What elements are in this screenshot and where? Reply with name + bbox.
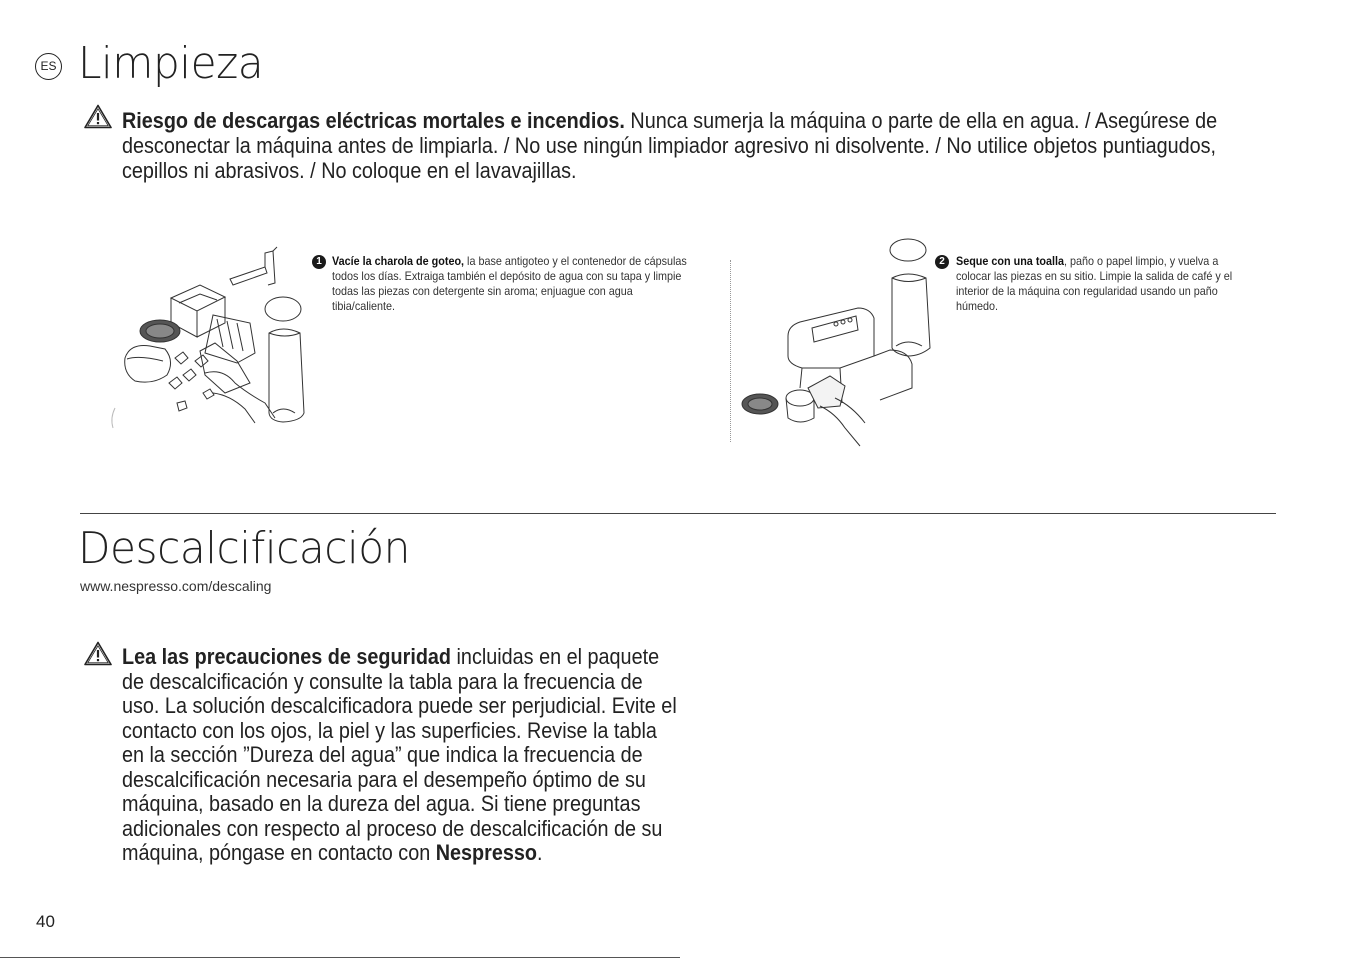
step-2-body: , paño o papel limpio, y vuelva a colocar las piezas en su sitio. Limpie la salida de café y el interior de la máquina con regularidad usando un paño húmedo. [956,254,1233,313]
descaling-url: www.nespresso.com/descaling [80,578,272,594]
section-title: Descalcificación [78,523,410,574]
warning-bold: Riesgo de descargas eléctricas mortales e incendios. [122,108,625,133]
brand-name: Nespresso [435,840,537,865]
step-2-text [956,254,1248,314]
warning-safety-precautions [122,645,680,866]
machine-drying-illustration [740,238,940,448]
page-number: 40 [36,912,55,931]
warning-2-text: incluidas en el paquete de descalcificación y consulte la tabla para la frecuencia de uso. La solución descalcificadora puede ser perjudicial. Evite el contacto con los ojos, la piel y las superficies. Revise la tabla en la sección ”Dureza del agua” que indica la frecuencia de descalcificación necesaria para el desempeño óptimo de su máquina, basado en la dureza del agua. Si tiene preguntas adicionales con respecto al proceso de descalcificación de su máquina, póngase en contacto con [122,644,677,865]
step-1-body: la base antigoteo y el contenedor de cápsulas todos los días. Extraiga también el depósito de agua con su tapa y limpie todas las piezas con detergente sin aroma; enjuague con agua tibia/caliente. [332,254,687,313]
step-number-2: 2 [935,255,949,269]
section-divider [80,513,1276,514]
bottom-rule [0,957,680,958]
step-1-text [332,254,692,314]
warning-triangle-icon [84,104,112,129]
step-2-bold: Seque con una toalla [956,254,1065,268]
warning-electrical-risk [122,108,1261,183]
cleaning-parts-illustration [105,243,320,428]
warning-triangle-icon [84,641,112,666]
warning-text: Nunca sumerja la máquina o parte de ella en agua. / Asegúrese de desconectar la máquina antes de limpiarla. / No use ningún limpiador agresivo ni disolvente. / No utilice objetos puntiagudos, cepillos ni abrasivos. / No coloque en el lavavajillas. [122,108,1218,183]
warning-2-bold: Lea las precauciones de seguridad [122,644,452,669]
step-number-1: 1 [312,255,326,269]
warning-2-end: . [536,840,543,865]
step-1-bold: Vacíe la charola de goteo, [332,254,465,268]
language-badge: ES [35,53,62,80]
column-divider [730,260,731,442]
page-title: Limpieza [78,38,264,89]
